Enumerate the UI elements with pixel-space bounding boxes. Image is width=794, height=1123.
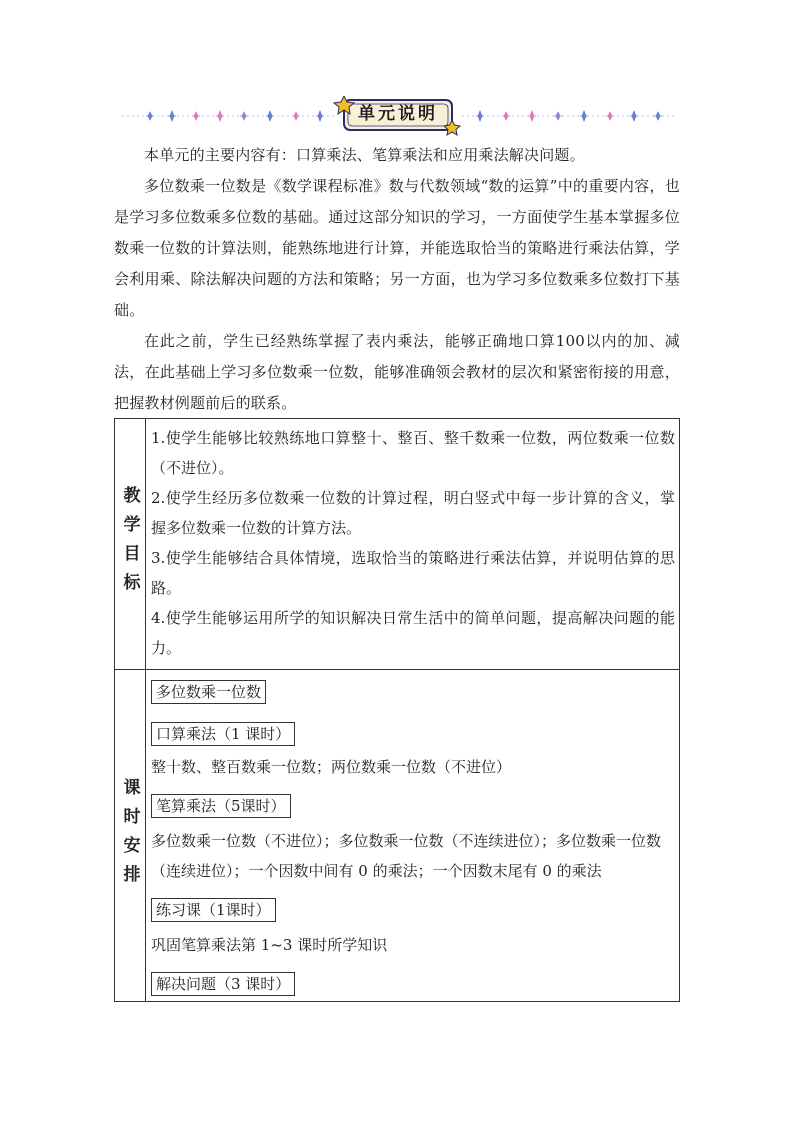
goals-label: 教学目标 — [119, 486, 140, 602]
schedule-heading: 多位数乘一位数 — [151, 680, 266, 704]
goal-item-3: 3.使学生能够结合具体情境，选取恰当的策略进行乘法估算，并说明估算的思路。 — [151, 549, 675, 597]
goals-content — [151, 423, 675, 663]
goal-item-1: 1.使学生能够比较熟练地口算整十、整百、整千数乘一位数，两位数乘一位数（不进位）。 — [151, 429, 675, 477]
unit-table — [114, 418, 680, 1002]
goals-label-cell — [115, 419, 146, 669]
star-right-1-icon — [476, 111, 484, 121]
star-right-5-icon — [580, 111, 588, 121]
intro-paragraph-1: 本单元的主要内容有：口算乘法、笔算乘法和应用乘法解决问题。 — [144, 146, 585, 164]
star-left-5-icon — [240, 112, 248, 120]
section-2-title: 笔算乘法（5课时） — [151, 794, 291, 818]
section-3-title: 练习课（1课时） — [151, 898, 276, 922]
section-4-title: 解决问题（3 课时） — [151, 972, 295, 996]
star-left-6-icon — [266, 111, 274, 121]
star-left-2-icon — [168, 111, 176, 121]
schedule-content — [151, 670, 675, 1002]
intro-text — [114, 140, 680, 419]
section-2-text: 多位数乘一位数（不进位）；多位数乘一位数（不连续进位）；多位数乘一位数（连续进位）；一个因数中间有 0 的乘法；一个因数末尾有 0 的乘法 — [151, 832, 662, 880]
intro-paragraph-2: 多位数乘一位数是《数学课程标准》数与代数领域“数的运算”中的重要内容，也是学习多位数乘多位数的基础。通过这部分知识的学习，一方面使学生基本掌握多位数乘一位数的计算法则，能熟练地进行计算，并能选取恰当的策略进行乘法估算，学会利用乘、除法解决问题的方法和策略；另一方面，也为学习多位数乘多位数打下基础。 — [114, 177, 680, 319]
schedule-label: 课时安排 — [119, 778, 140, 894]
star-right-2-icon — [502, 112, 510, 120]
goal-item-4: 4.使学生能够运用所学的知识解决日常生活中的简单问题，提高解决问题的能力。 — [151, 609, 675, 657]
schedule-label-cell — [115, 670, 146, 1002]
star-right-7-icon — [630, 111, 638, 121]
star-right-8-icon — [654, 112, 662, 120]
section-3-text: 巩固笔算乘法第 1~3 课时所学知识 — [151, 936, 388, 954]
goals-row — [115, 419, 679, 670]
star-left-8-icon — [316, 111, 324, 121]
section-1-text: 整十数、整百数乘一位数；两位数乘一位数（不进位） — [151, 758, 512, 776]
star-left-4-icon — [216, 111, 224, 121]
section-1-title: 口算乘法（1 课时） — [151, 722, 295, 746]
schedule-row — [115, 670, 679, 1002]
section-banner — [118, 96, 678, 136]
star-right-6-icon — [606, 112, 614, 120]
star-left-7-icon — [292, 112, 300, 120]
star-right-4-icon — [554, 112, 562, 120]
star-right-3-icon — [528, 111, 536, 121]
banner-title: 单元说明 — [358, 104, 438, 124]
star-left-1-icon — [146, 112, 154, 120]
goal-item-2: 2.使学生经历多位数乘一位数的计算过程，明白竖式中每一步计算的含义，掌握多位数乘一位数的计算方法。 — [151, 489, 675, 537]
star-left-3-icon — [192, 112, 200, 120]
intro-paragraph-3: 在此之前，学生已经熟练掌握了表内乘法，能够正确地口算100以内的加、减法，在此基础上学习多位数乘一位数，能够准确领会教材的层次和紧密衔接的用意，把握教材例题前后的联系。 — [114, 332, 680, 412]
